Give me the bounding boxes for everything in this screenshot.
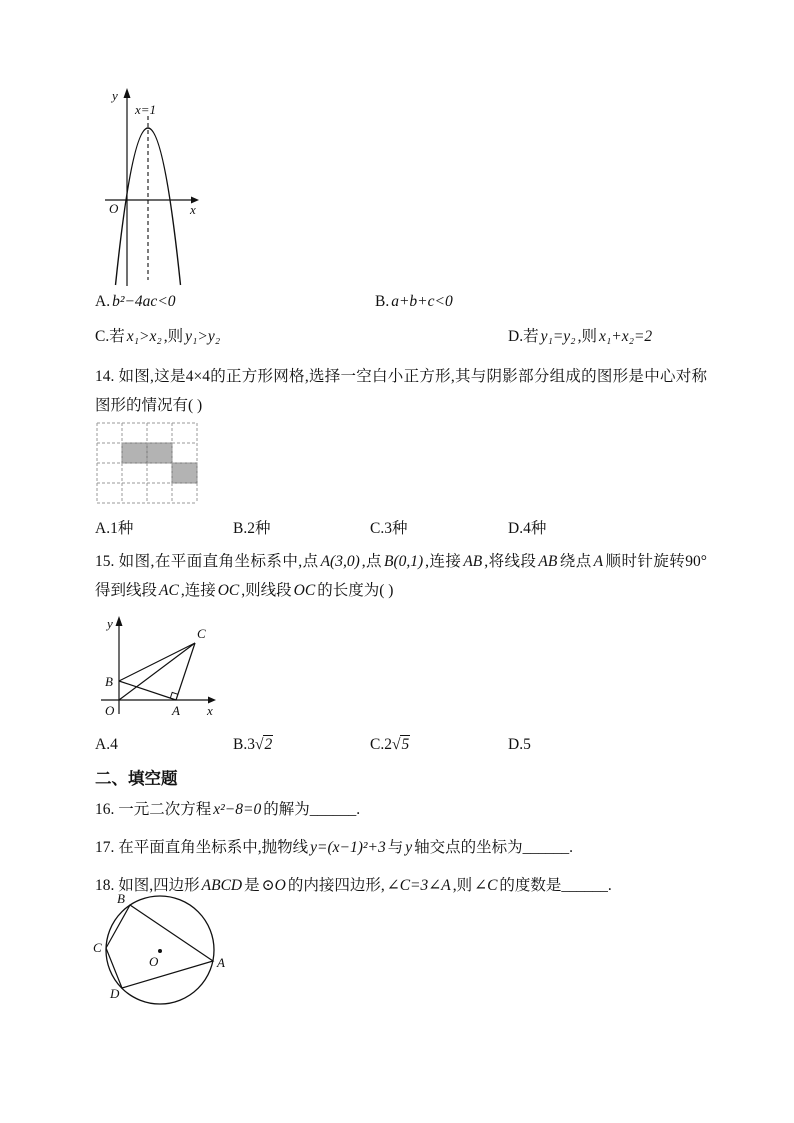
q13-option-a: A. b²−4ac<0 (95, 293, 176, 310)
question-14-options-row (95, 516, 740, 540)
q15-option-b: B.3√2 (233, 736, 273, 753)
point-b-label: B (105, 674, 113, 689)
point-a-label: A (172, 703, 180, 718)
axis-of-symmetry-label: x=1 (135, 102, 157, 117)
shaded-cell (122, 443, 147, 463)
q13-option-b: B. a+b+c<0 (375, 293, 453, 310)
q14-option-d: D.4种 (508, 520, 547, 537)
question-15-options-row (95, 736, 740, 760)
point-d-label: D (110, 986, 120, 1001)
question-16-text: 16. 一元二次方程 x²−8=0 的解为______. (95, 801, 361, 818)
q15-option-a: A.4 (95, 736, 118, 753)
segment-ab (119, 681, 176, 700)
point-c-label: C (93, 940, 102, 955)
coordinate-figure (94, 616, 224, 728)
center-label: O (149, 954, 159, 969)
y-axis-arrow-icon (124, 88, 131, 98)
q13-option-c: C.若 x₁>x₂ ,则 y₁>y₂ (95, 328, 221, 345)
q15-option-c: C.2√5 (370, 736, 410, 753)
y-axis-label: y (107, 616, 113, 631)
shaded-cell (172, 463, 197, 483)
grid-figure (96, 422, 198, 504)
y-axis-label: y (112, 88, 118, 103)
q15-option-d: D.5 (508, 736, 531, 753)
inscribed-quadrilateral (106, 905, 213, 988)
shaded-cell (147, 443, 172, 463)
point-b-label: B (117, 893, 125, 906)
y-axis-arrow-icon (116, 616, 123, 626)
q14-option-a: A.1种 (95, 520, 134, 537)
question-13-options-row-1 (95, 293, 740, 317)
question-17-text: 17. 在平面直角坐标系中,抛物线 y=(x−1)²+3 与 y 轴交点的坐标为______. (95, 839, 574, 856)
segment-bc (119, 643, 195, 681)
q14-option-c: C.3种 (370, 520, 408, 537)
section-2-title: 二、填空题 (95, 770, 178, 788)
x-axis-label: x (207, 703, 213, 718)
question-15-text: 15. 如图,在平面直角坐标系中,点 A(3,0) ,点 B(0,1) ,连接 AB ,将线段 AB 绕点 A 顺时针旋转90°得到线段 AC ,连接 OC ,则线段 OC 的长度为( ) (95, 553, 707, 599)
question-13-options-row-2 (95, 324, 740, 348)
segment-oc (119, 643, 195, 700)
point-a-label: A (217, 955, 225, 970)
x-axis-label: x (190, 202, 196, 217)
q14-option-b: B.2种 (233, 520, 271, 537)
circle-figure (92, 893, 242, 1013)
question-18-text: 18. 如图,四边形 ABCD 是 ⊙O 的内接四边形, ∠C=3∠A ,则 ∠C 的度数是______. (95, 877, 612, 894)
origin-label: O (105, 703, 115, 718)
origin-label: O (109, 201, 119, 216)
question-14-text: 14. 如图,这是4×4的正方形网格,选择一空白小正方形,其与阴影部分组成的图形是中心对称图形的情况有( ) (95, 368, 707, 414)
grid-lines (97, 423, 197, 503)
center-dot (158, 949, 162, 953)
q13-option-d: D.若 y₁=y₂ ,则 x₁+x₂=2 (508, 328, 653, 345)
parabola-figure (98, 88, 213, 293)
point-c-label: C (197, 626, 206, 641)
